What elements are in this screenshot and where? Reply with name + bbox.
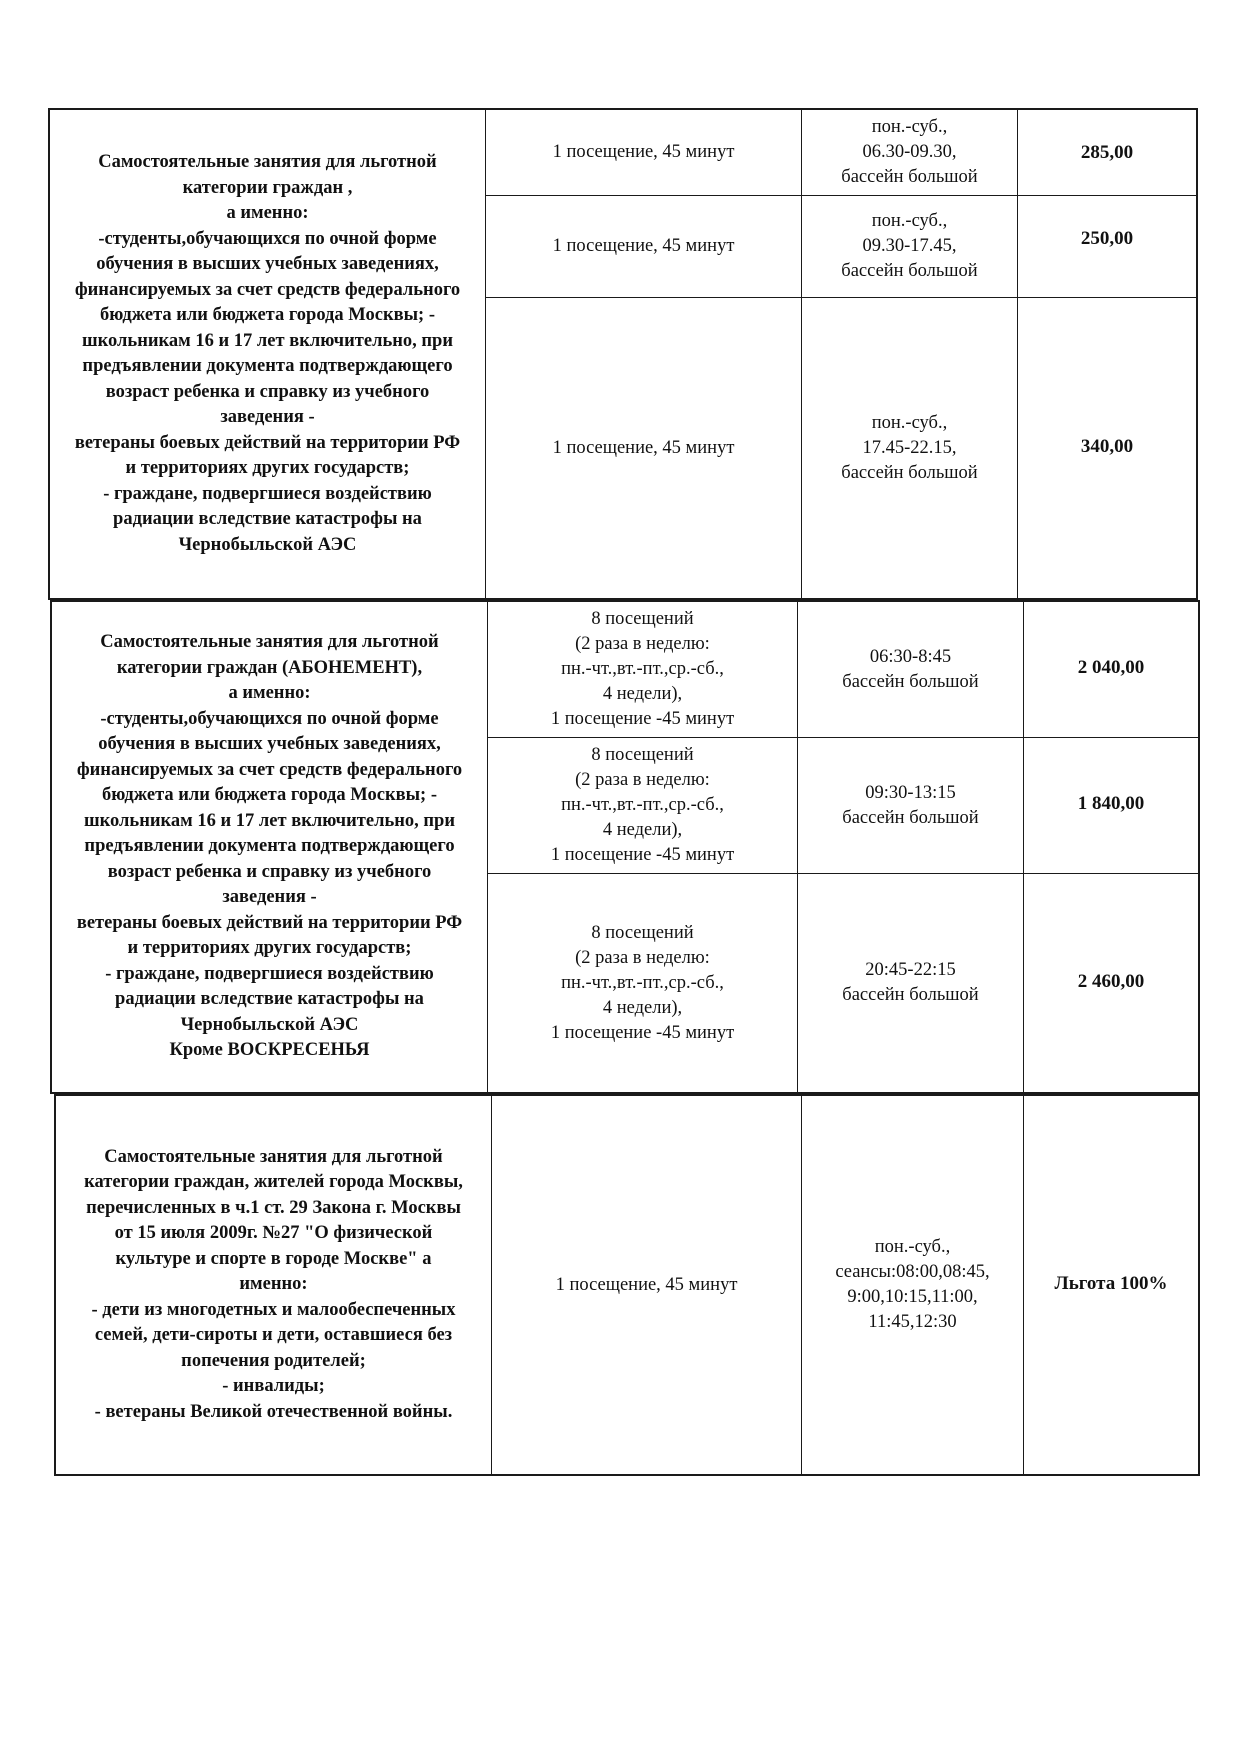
- price-cell: 250,00: [1018, 196, 1196, 298]
- visits-schedule-group: [492, 1096, 1024, 1474]
- category-description: Самостоятельные занятия для льготной категории граждан, жителей города Москвы, перечисленных в ч.1 ст. 29 Закона г. Москвы от 15 июля 2009г. №27 "О физической культуре и спорте в городе Москве" а именно: - дети из многодетных и малообеспеченных семей, дети-сироты и дети, оставшиеся без попечения родителей; - инвалиды; - ветераны Великой отечественной войны.: [56, 1096, 492, 1474]
- visits-cell: 1 посещение, 45 минут: [486, 110, 802, 196]
- tariff-block-single-visit: [48, 108, 1198, 600]
- visits-cell: 8 посещений (2 раза в неделю: пн.-чт.,вт.-пт.,ср.-сб., 4 недели), 1 посещение -45 минут: [488, 874, 798, 1092]
- price-cell: 1 840,00: [1024, 738, 1198, 874]
- visits-cell: 1 посещение, 45 минут: [486, 196, 802, 298]
- tariff-block-free-benefit: [54, 1094, 1200, 1476]
- visits-cell: 8 посещений (2 раза в неделю: пн.-чт.,вт.-пт.,ср.-сб., 4 недели), 1 посещение -45 минут: [488, 738, 798, 874]
- schedule-cell: пон.-суб., 17.45-22.15, бассейн большой: [802, 298, 1018, 598]
- category-description: Самостоятельные занятия для льготной категории граждан (АБОНЕМЕНТ), а именно: -студенты,обучающихся по очной форме обучения в высших учебных заведениях, финансируемых за счет средств федерального бюджета или бюджета города Москвы; - школьникам 16 и 17 лет включительно, при предъявлении документа подтверждающего возраст ребенка и справку из учебного заведения - ветераны боевых действий на территории РФ и территориях других государств; - граждане, подвергшиеся воздействию радиации вследствие катастрофы на Чернобыльской АЭС Кроме ВОСКРЕСЕНЬЯ: [52, 602, 488, 1092]
- visits-cell: 1 посещение, 45 минут: [492, 1096, 802, 1474]
- price-cell: Льгота 100%: [1054, 1272, 1168, 1294]
- category-description: Самостоятельные занятия для льготной категории граждан , а именно: -студенты,обучающихся по очной форме обучения в высших учебных заведениях, финансируемых за счет средств федерального бюджета или бюджета города Москвы; - школьникам 16 и 17 лет включительно, при предъявлении документа подтверждающего возраст ребенка и справку из учебного заведения - ветераны боевых действий на территории РФ и территориях других государств; - граждане, подвергшиеся воздействию радиации вследствие катастрофы на Чернобыльской АЭС: [50, 110, 486, 598]
- price-cell: 340,00: [1080, 435, 1134, 457]
- schedule-cell: пон.-суб., сеансы:08:00,08:45, 9:00,10:15,11:00, 11:45,12:30: [835, 1237, 990, 1332]
- schedule-cell: пон.-суб., 06.30-09.30, бассейн большой: [802, 110, 1018, 196]
- visits-cell: 1 посещение, 45 минут: [486, 298, 802, 598]
- schedule-cell: 09:30-13:15 бассейн большой: [798, 738, 1024, 874]
- price-cell: 2 460,00: [1077, 970, 1145, 992]
- schedule-cell: пон.-суб., 09.30-17.45, бассейн большой: [802, 196, 1018, 298]
- schedule-cell: 06:30-8:45 бассейн большой: [798, 602, 1024, 738]
- tariff-block-subscription: [50, 600, 1200, 1094]
- price-cell: 2 040,00: [1024, 602, 1198, 738]
- schedule-cell: 20:45-22:15 бассейн большой: [798, 874, 1024, 1092]
- visits-cell: 8 посещений (2 раза в неделю: пн.-чт.,вт.-пт.,ср.-сб., 4 недели), 1 посещение -45 минут: [488, 602, 798, 738]
- price-cell: 285,00: [1018, 110, 1196, 196]
